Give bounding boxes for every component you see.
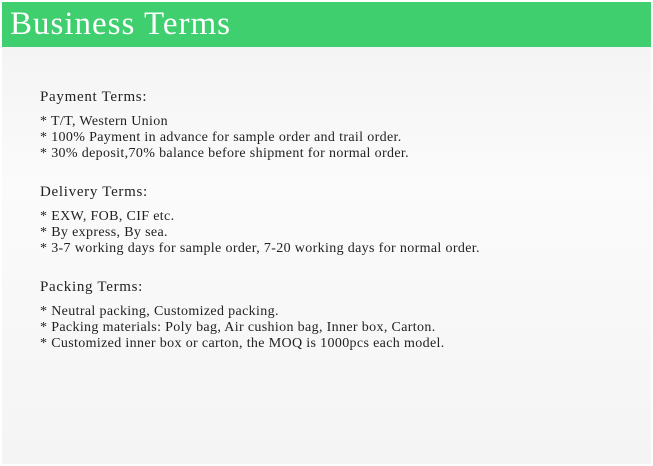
delivery-term-item: * EXW, FOB, CIF etc. [40, 209, 175, 224]
payment-terms-section [40, 88, 647, 162]
packing-terms-section [40, 278, 647, 352]
page-title: Business Terms [10, 6, 232, 42]
packing-term-item: * Packing materials: Poly bag, Air cushion bag, Inner box, Carton. [40, 320, 436, 335]
payment-term-item: * 30% deposit,70% balance before shipment for normal order. [40, 146, 409, 161]
delivery-terms-heading: Delivery Terms: [40, 184, 148, 200]
terms-content [40, 88, 647, 352]
payment-term-item: * 100% Payment in advance for sample order and trail order. [40, 130, 402, 145]
packing-terms-heading: Packing Terms: [40, 279, 144, 295]
delivery-term-item: * By express, By sea. [40, 225, 168, 240]
packing-term-item: * Customized inner box or carton, the MOQ is 1000pcs each model. [40, 336, 445, 351]
business-terms-panel [2, 2, 651, 464]
delivery-terms-section [40, 183, 647, 257]
delivery-term-item: * 3-7 working days for sample order, 7-20 working days for normal order. [40, 241, 480, 256]
payment-term-item: * T/T, Western Union [40, 114, 168, 129]
packing-term-item: * Neutral packing, Customized packing. [40, 304, 279, 319]
payment-terms-heading: Payment Terms: [40, 89, 148, 105]
header-bar [2, 2, 651, 47]
